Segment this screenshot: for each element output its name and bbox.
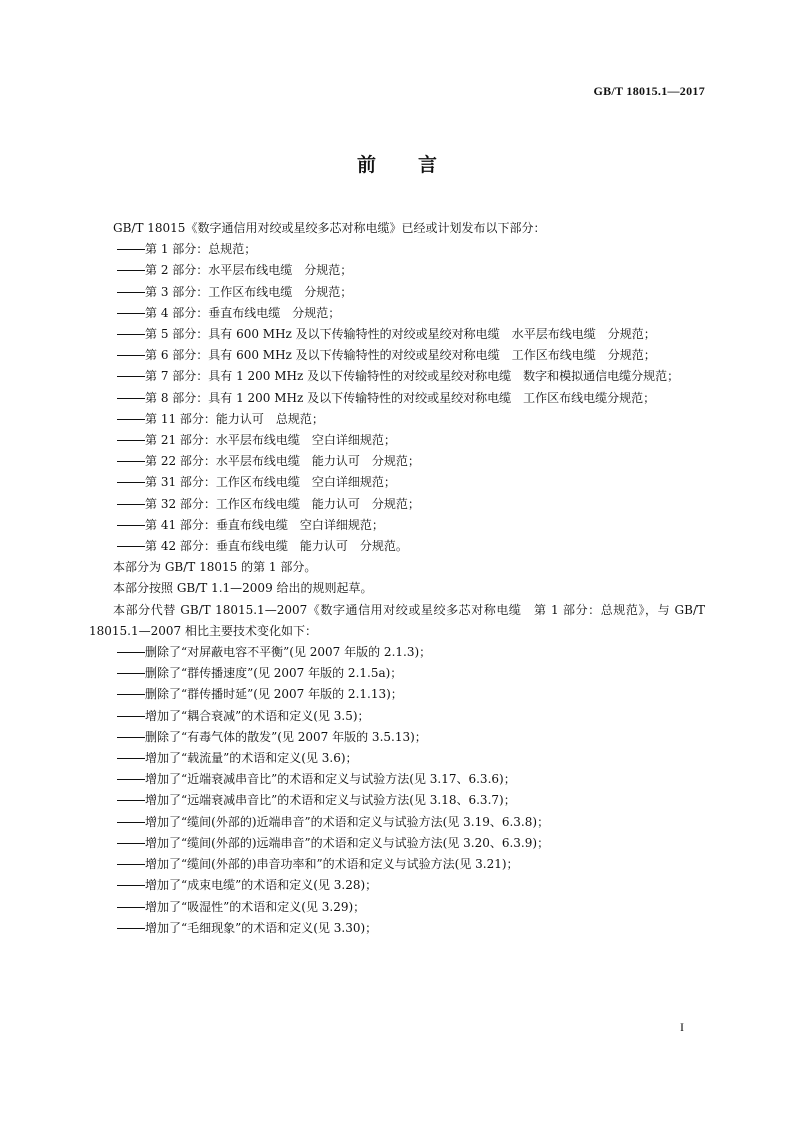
list-item-text: 第 31 部分：工作区布线电缆 空白详细规范；: [145, 475, 396, 490]
em-dash: [117, 716, 145, 717]
list-item: [89, 812, 705, 833]
list-item-text: 删除了“群传播时延”(见 2007 年版的 2.1.13)；: [145, 687, 403, 702]
page-title: 前言: [356, 154, 479, 176]
list-item: [89, 472, 705, 493]
list-item: [89, 642, 705, 663]
list-item-text: 第 22 部分：水平层布线电缆 能力认可 分规范；: [145, 454, 420, 469]
em-dash: [117, 461, 145, 462]
list-item: [89, 684, 705, 705]
list-item-text: 第 21 部分：水平层布线电缆 空白详细规范；: [145, 433, 396, 448]
list-item-text: 第 3 部分：工作区布线电缆 分规范；: [145, 284, 353, 299]
em-dash: [117, 800, 145, 801]
list-item-text: 第 11 部分：能力认可 总规范；: [145, 411, 324, 426]
replacement-statement: 本部分代替 GB/T 18015.1—2007《数字通信用对绞或星绞多芯对称电缆 第 1 部分：总规范》，与 GB/T 18015.1—2007 相比主要技术变化如下：: [89, 602, 705, 638]
em-dash: [117, 313, 145, 314]
list-item-text: 第 41 部分：垂直布线电缆 空白详细规范；: [145, 517, 384, 532]
list-item: [89, 430, 705, 451]
em-dash: [117, 907, 145, 908]
list-item: [89, 706, 705, 727]
list-item-text: 第 5 部分：具有 600 MHz 及以下传输特性的对绞或星绞对称电缆 水平层布线电缆 分规范；: [145, 327, 656, 342]
list-item: [89, 494, 705, 515]
em-dash: [117, 928, 145, 929]
em-dash: [117, 334, 145, 335]
list-item-text: 第 32 部分：工作区布线电缆 能力认可 分规范；: [145, 496, 420, 511]
list-item: [89, 345, 705, 366]
list-item-text: 第 42 部分：垂直布线电缆 能力认可 分规范。: [145, 539, 408, 554]
em-dash: [117, 885, 145, 886]
list-item: [89, 451, 705, 472]
list-item-text: 增加了“载流量”的术语和定义(见 3.6)；: [145, 751, 358, 766]
list-item-text: 第 2 部分：水平层布线电缆 分规范；: [145, 263, 353, 278]
list-item-text: 增加了“成束电缆”的术语和定义(见 3.28)；: [145, 878, 378, 893]
page-number: I: [680, 1020, 684, 1034]
list-item: [89, 663, 705, 684]
list-item-text: 增加了“耦合衰减”的术语和定义(见 3.5)；: [145, 708, 370, 723]
list-item: [89, 388, 705, 409]
list-item-text: 删除了“有毒气体的散发”(见 2007 年版的 3.5.13)；: [145, 729, 427, 744]
list-item: [89, 727, 705, 748]
list-item-text: 增加了“缆间(外部的)近端串音”的术语和定义与试验方法(见 3.19、6.3.8)；: [145, 814, 550, 829]
em-dash: [117, 376, 145, 377]
em-dash: [117, 355, 145, 356]
em-dash: [117, 419, 145, 420]
list-item: [89, 748, 705, 769]
list-item: [89, 366, 705, 387]
part-statement: 本部分为 GB/T 18015 的第 1 部分。: [113, 560, 317, 575]
list-item-text: 第 1 部分：总规范；: [145, 242, 257, 257]
list-item: [89, 536, 705, 557]
em-dash: [117, 482, 145, 483]
list-item-text: 第 7 部分：具有 1 200 MHz 及以下传输特性的对绞或星绞对称电缆 数字和模拟通信电缆分规范；: [145, 369, 680, 384]
em-dash: [117, 504, 145, 505]
list-item-text: 增加了“毛细现象”的术语和定义(见 3.30)；: [145, 920, 378, 935]
standard-code-header: GB/T 18015.1—2017: [593, 84, 705, 98]
list-item-text: 增加了“缆间(外部的)远端串音”的术语和定义与试验方法(见 3.20、6.3.9)；: [145, 835, 550, 850]
foreword-body: [89, 218, 705, 939]
list-item-text: 增加了“吸湿性”的术语和定义(见 3.29)；: [145, 899, 366, 914]
em-dash: [117, 249, 145, 250]
intro-paragraph: GB/T 18015《数字通信用对绞或星绞多芯对称电缆》已经或计划发布以下部分：: [113, 221, 546, 235]
em-dash: [117, 652, 145, 653]
list-item: [89, 897, 705, 918]
em-dash: [117, 398, 145, 399]
em-dash: [117, 270, 145, 271]
list-item-text: 第 4 部分：垂直布线电缆 分规范；: [145, 305, 341, 320]
em-dash: [117, 822, 145, 823]
list-item-text: 增加了“近端衰减串音比”的术语和定义与试验方法(见 3.17、6.3.6)；: [145, 772, 516, 787]
list-item: [89, 303, 705, 324]
list-item: [89, 918, 705, 939]
list-item: [89, 515, 705, 536]
em-dash: [117, 758, 145, 759]
list-item: [89, 260, 705, 281]
drafting-rules-statement: 本部分按照 GB/T 1.1—2009 给出的规则起草。: [113, 581, 373, 596]
list-item: [89, 790, 705, 811]
em-dash: [117, 292, 145, 293]
list-item-text: 第 6 部分：具有 600 MHz 及以下传输特性的对绞或星绞对称电缆 工作区布线电缆 分规范；: [145, 348, 656, 363]
em-dash: [117, 843, 145, 844]
em-dash: [117, 694, 145, 695]
list-item: [89, 854, 705, 875]
em-dash: [117, 779, 145, 780]
changes-list: [89, 642, 705, 939]
em-dash: [117, 525, 145, 526]
list-item-text: 删除了“群传播速度”(见 2007 年版的 2.1.5a)；: [145, 666, 403, 681]
list-item-text: 增加了“远端衰减串音比”的术语和定义与试验方法(见 3.18、6.3.7)；: [145, 793, 516, 808]
em-dash: [117, 673, 145, 674]
em-dash: [117, 737, 145, 738]
em-dash: [117, 864, 145, 865]
list-item: [89, 324, 705, 345]
list-item-text: 增加了“缆间(外部的)串音功率和”的术语和定义与试验方法(见 3.21)；: [145, 857, 519, 872]
list-item: [89, 875, 705, 896]
list-item-text: 删除了“对屏蔽电容不平衡”(见 2007 年版的 2.1.3)；: [145, 645, 432, 660]
list-item: [89, 833, 705, 854]
list-item-text: 第 8 部分：具有 1 200 MHz 及以下传输特性的对绞或星绞对称电缆 工作区布线电缆分规范；: [145, 390, 656, 405]
em-dash: [117, 440, 145, 441]
list-item: [89, 282, 705, 303]
list-item: [89, 409, 705, 430]
list-item: [89, 769, 705, 790]
list-item: [89, 239, 705, 260]
parts-list: [89, 239, 705, 557]
em-dash: [117, 546, 145, 547]
